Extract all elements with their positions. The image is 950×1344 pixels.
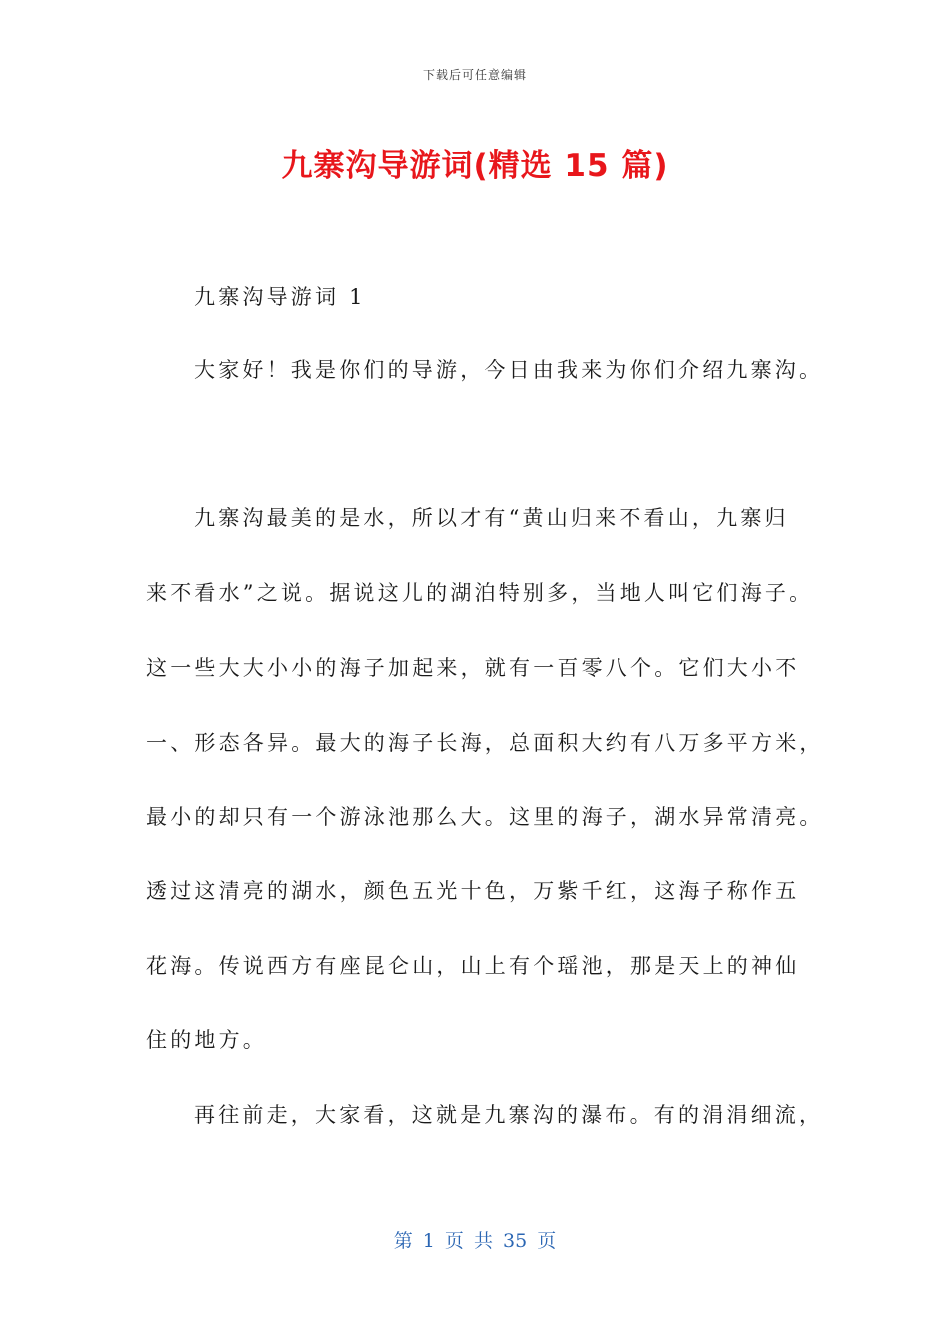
paragraph-line: 这一些大大小小的海子加起来，就有一百零八个。它们大小不 [146,656,800,680]
document-title: 九寨沟导游词(精选 15 篇) [281,148,669,184]
paragraph-line: 最小的却只有一个游泳池那么大。这里的海子，湖水异常清亮。 [146,805,824,829]
paragraph-line: 大家好！我是你们的导游，今日由我来为你们介绍九寨沟。 [194,358,824,382]
paragraph-line: 透过这清亮的湖水，颜色五光十色，万紫千红，这海子称作五 [146,879,800,903]
header-note: 下载后可任意编辑 [422,68,527,82]
section-heading: 九寨沟导游词 1 [194,285,366,309]
page-number: 第 1 页 共 35 页 [393,1230,557,1252]
paragraph-line: 一、形态各异。最大的海子长海，总面积大约有八万多平方米， [146,731,824,755]
paragraph-line: 来不看水”之说。据说这儿的湖泊特别多，当地人叫它们海子。 [146,581,814,605]
paragraph-line: 住的地方。 [146,1028,267,1052]
paragraph-line: 花海。传说西方有座昆仑山，山上有个瑶池，那是天上的神仙 [146,954,800,978]
paragraph-line: 九寨沟最美的是水，所以才有“黄山归来不看山，九寨归 [194,506,789,530]
paragraph-line: 再往前走，大家看，这就是九寨沟的瀑布。有的涓涓细流， [194,1103,824,1127]
